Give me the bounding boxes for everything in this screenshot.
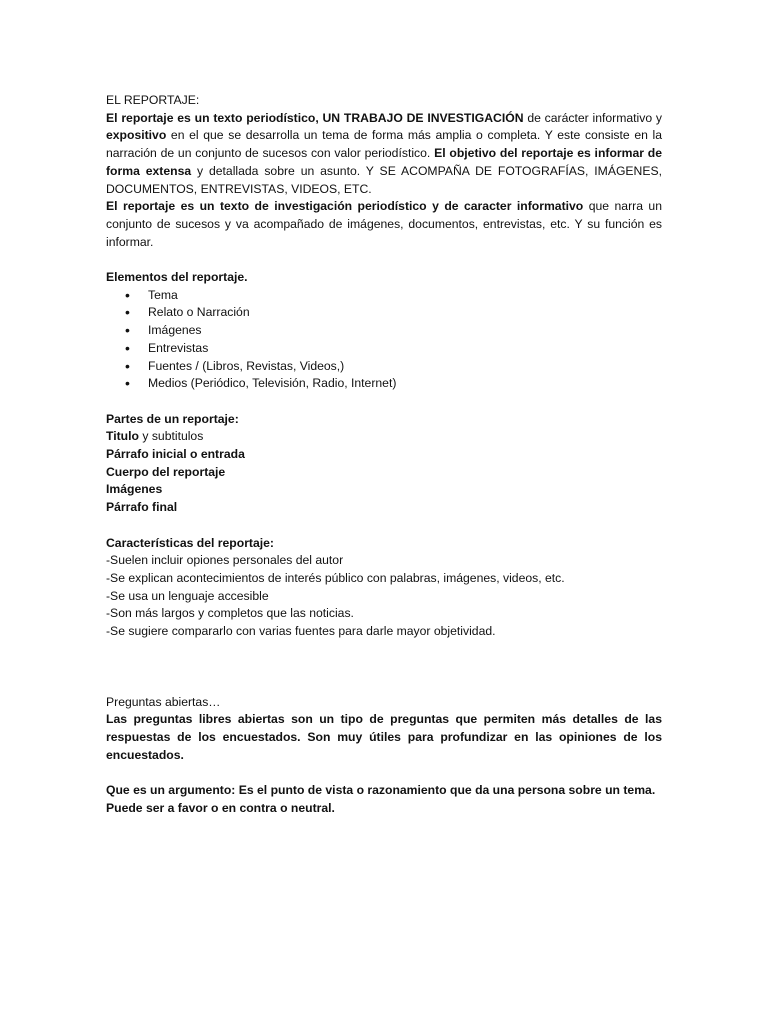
reportaje-paragraph-2 bbox=[106, 198, 662, 251]
list-item: • Relato o Narración bbox=[106, 304, 662, 322]
caracteristica-item: -Suelen incluir opiones personales del autor bbox=[106, 553, 344, 568]
titulo-bold: Titulo bbox=[106, 429, 139, 444]
partes-item: Párrafo final bbox=[106, 500, 178, 515]
partes-heading: Partes de un reportaje: bbox=[106, 411, 239, 426]
elementos-heading: Elementos del reportaje. bbox=[106, 270, 248, 285]
para1-span-4: en el que se desarrolla un tema de forma más amplia o completa. Y este consiste en la narración de un conjunto de sucesos con valor periodístico. bbox=[106, 128, 662, 161]
argumento-body: Que es un argumento: Es el punto de vista o razonamiento que da una persona sobre un tema. Puede ser a favor o en contra o neutral. bbox=[106, 783, 656, 815]
para1-span-2: de carácter informativo y bbox=[523, 110, 663, 125]
caracteristicas-heading: Características del reportaje: bbox=[106, 535, 274, 550]
list-item: • Fuentes / (Libros, Revistas, Videos,) bbox=[106, 358, 662, 376]
para1-span-6: y detallada sobre un asunto. Y SE ACOMPAÑA DE FOTOGRAFÍAS, IMÁGENES, DOCUMENTOS, ENTREVISTAS, VIDEOS, ETC. bbox=[106, 163, 662, 196]
caracteristica-item: -Son más largos y completos que las noticias. bbox=[106, 606, 354, 621]
para1-span-5: El objetivo del reportaje es informar de forma extensa bbox=[106, 146, 662, 178]
para1-span-3: expositivo bbox=[106, 128, 167, 143]
partes-titulo bbox=[106, 428, 662, 446]
list-item: • Medios (Periódico, Televisión, Radio, Internet) bbox=[106, 375, 662, 393]
caracteristica-item: -Se usa un lenguaje accesible bbox=[106, 588, 269, 603]
reportaje-paragraph-1 bbox=[106, 110, 662, 199]
reportaje-heading: EL REPORTAJE: bbox=[106, 93, 200, 107]
para1-span-1: El reportaje es un texto periodístico, UN TRABAJO DE INVESTIGACIÓN bbox=[106, 110, 524, 125]
para2-span-1: El reportaje es un texto de investigación periodístico y de caracter informativo bbox=[106, 199, 584, 214]
partes-item: Cuerpo del reportaje bbox=[106, 464, 226, 479]
caracteristica-item: -Se sugiere compararlo con varias fuentes para darle mayor objetividad. bbox=[106, 624, 496, 639]
caracteristica-item: -Se explican acontecimientos de interés público con palabras, imágenes, videos, etc. bbox=[106, 570, 565, 585]
partes-item: Párrafo inicial o entrada bbox=[106, 447, 245, 462]
list-item: • Imágenes bbox=[106, 322, 662, 340]
list-item: • Entrevistas bbox=[106, 340, 662, 358]
list-item: • Tema bbox=[106, 287, 662, 305]
titulo-rest: y subtitulos bbox=[138, 429, 204, 444]
preguntas-body: Las preguntas libres abiertas son un tipo de preguntas que permiten más detalles de las respuestas de los encuestados. Son muy útiles para profundizar en las opiniones de los encuestados. bbox=[106, 712, 662, 762]
elementos-list bbox=[106, 287, 662, 393]
para2-span-2: que narra un conjunto de sucesos y va acompañado de imágenes, documentos, entrevistas, etc. Y su función es informar. bbox=[106, 199, 662, 249]
document-page bbox=[106, 92, 662, 818]
preguntas-heading: Preguntas abiertas… bbox=[106, 694, 221, 709]
partes-item: Imágenes bbox=[106, 482, 163, 497]
